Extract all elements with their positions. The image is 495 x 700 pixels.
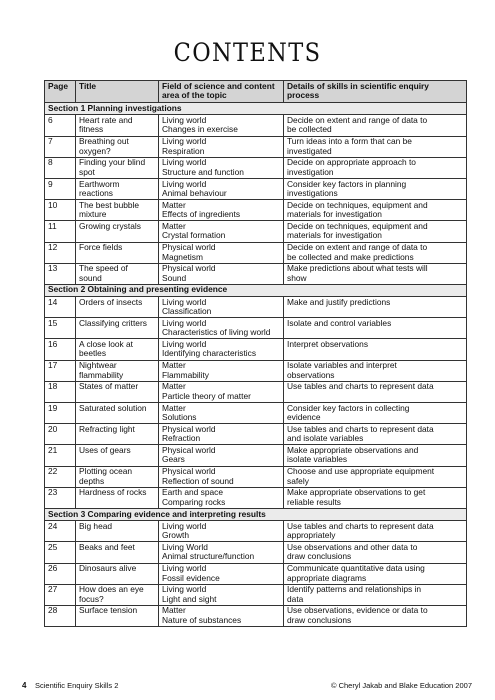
cell-line: Use tables and charts to represent data xyxy=(287,423,434,434)
cell-page: 8 xyxy=(45,157,76,178)
table-row xyxy=(45,339,467,360)
cell-page: 13 xyxy=(45,263,76,284)
cell-title xyxy=(76,542,159,563)
cell-title xyxy=(76,381,159,402)
footer-copyright: © Cheryl Jakab and Blake Education 2007 xyxy=(330,681,472,690)
cell-details xyxy=(284,584,467,605)
table-row xyxy=(45,424,467,445)
cell-page: 11 xyxy=(45,221,76,242)
cell-page: 17 xyxy=(45,360,76,381)
cell-line: Sound xyxy=(162,272,187,283)
cell-line: Uses of gears xyxy=(79,444,131,455)
cell-field xyxy=(159,115,284,136)
cell-line: Interpret observations xyxy=(287,339,369,350)
table-row xyxy=(45,221,467,242)
cell-line: Solutions xyxy=(162,412,197,422)
table-row xyxy=(45,466,467,487)
cell-details xyxy=(284,242,467,263)
header-title: Title xyxy=(76,81,159,103)
cell-line: Make and justify predictions xyxy=(287,296,391,307)
cell-line: Finding your blind xyxy=(79,157,146,168)
cell-line: Plotting ocean xyxy=(79,466,133,477)
cell-line: show xyxy=(287,272,307,283)
cell-line: oxygen? xyxy=(79,145,111,156)
cell-line: Flammability xyxy=(162,369,209,380)
cell-field xyxy=(159,157,284,178)
table-row xyxy=(45,542,467,563)
cell-line: Living world xyxy=(162,317,207,328)
cell-details xyxy=(284,521,467,542)
cell-line: Matter xyxy=(162,199,186,210)
cell-line: Growth xyxy=(162,530,189,541)
cell-page: 15 xyxy=(45,318,76,339)
cell-line: Growing crystals xyxy=(79,220,141,231)
cell-line: How does an eye xyxy=(79,584,144,595)
footer-book-title: Scientific Enquiry Skills 2 xyxy=(35,681,119,690)
table-row xyxy=(45,487,467,508)
cell-title xyxy=(76,221,159,242)
cell-title xyxy=(76,487,159,508)
cell-field xyxy=(159,178,284,199)
cell-line: and isolate variables xyxy=(287,433,364,444)
cell-line: Heart rate and xyxy=(79,114,133,125)
cell-details xyxy=(284,466,467,487)
cell-line: depths xyxy=(79,475,105,486)
cell-field xyxy=(159,136,284,157)
table-row xyxy=(45,115,467,136)
cell-line: Changes in exercise xyxy=(162,124,238,135)
cell-line: Orders of insects xyxy=(79,296,143,307)
table-row xyxy=(45,136,467,157)
cell-line: Matter xyxy=(162,220,186,231)
cell-line: Living world xyxy=(162,296,207,307)
cell-line: materials for investigation xyxy=(287,230,382,241)
cell-line: Decide on appropriate approach to xyxy=(287,157,416,168)
table-row xyxy=(45,563,467,584)
cell-details xyxy=(284,563,467,584)
cell-line: spot xyxy=(79,166,95,177)
cell-title xyxy=(76,403,159,424)
cell-field xyxy=(159,424,284,445)
cell-line: Magnetism xyxy=(162,251,203,262)
cell-page: 14 xyxy=(45,297,76,318)
section-heading-row xyxy=(45,508,467,520)
cell-title xyxy=(76,339,159,360)
cell-details xyxy=(284,424,467,445)
cell-title xyxy=(76,466,159,487)
table-row xyxy=(45,521,467,542)
cell-line: Living world xyxy=(162,136,207,147)
cell-line: Animal behaviour xyxy=(162,187,227,198)
cell-line: Light and sight xyxy=(162,593,217,604)
cell-line: Effects of ingredients xyxy=(162,209,241,220)
cell-line: Identify patterns and relationships in xyxy=(287,584,422,595)
cell-line: Use tables and charts to represent data xyxy=(287,520,434,531)
table-row xyxy=(45,200,467,221)
table-body xyxy=(45,103,467,627)
cell-line: Choose and use appropriate equipment xyxy=(287,466,435,477)
cell-title xyxy=(76,563,159,584)
cell-details xyxy=(284,157,467,178)
cell-line: Use observations, evidence or data to xyxy=(287,605,428,616)
cell-line: States of matter xyxy=(79,381,139,392)
cell-details xyxy=(284,297,467,318)
cell-line: Matter xyxy=(162,402,186,413)
cell-line: Isolate and control variables xyxy=(287,317,392,328)
cell-line: reactions xyxy=(79,187,113,198)
cell-details xyxy=(284,178,467,199)
cell-title xyxy=(76,318,159,339)
cell-line: Living world xyxy=(162,157,207,168)
cell-title xyxy=(76,297,159,318)
cell-line: Nightwear xyxy=(79,360,117,371)
cell-line: Living world xyxy=(162,339,207,350)
cell-details xyxy=(284,542,467,563)
cell-line: investigations xyxy=(287,187,338,198)
cell-line: isolate variables xyxy=(287,454,348,465)
contents-table xyxy=(44,80,467,627)
cell-line: Earth and space xyxy=(162,487,223,498)
cell-line: draw conclusions xyxy=(287,614,352,625)
cell-line: Dinosaurs alive xyxy=(79,563,137,574)
cell-field xyxy=(159,339,284,360)
cell-page: 16 xyxy=(45,339,76,360)
cell-line: Refracting light xyxy=(79,423,135,434)
cell-line: Matter xyxy=(162,381,186,392)
cell-title xyxy=(76,584,159,605)
cell-line: mixture xyxy=(79,209,107,220)
cell-line: Consider key factors in collecting xyxy=(287,402,410,413)
cell-line: Living world xyxy=(162,178,207,189)
section-heading-row xyxy=(45,103,467,115)
cell-details xyxy=(284,318,467,339)
cell-line: Respiration xyxy=(162,145,205,156)
cell-line: Decide on techniques, equipment and xyxy=(287,199,428,210)
cell-line: Consider key factors in planning xyxy=(287,178,407,189)
cell-line: Breathing out xyxy=(79,136,129,147)
cell-line: focus? xyxy=(79,593,104,604)
cell-field xyxy=(159,403,284,424)
cell-line: Classification xyxy=(162,306,212,317)
table-row xyxy=(45,584,467,605)
cell-line: Decide on techniques, equipment and xyxy=(287,220,428,231)
section-heading-row xyxy=(45,284,467,296)
table-row xyxy=(45,360,467,381)
cell-line: be collected and make predictions xyxy=(287,251,414,262)
cell-line: sound xyxy=(79,272,102,283)
cell-title xyxy=(76,445,159,466)
cell-line: Communicate quantitative data using xyxy=(287,563,425,574)
cell-details xyxy=(284,487,467,508)
cell-details xyxy=(284,263,467,284)
cell-line: Earthworm xyxy=(79,178,120,189)
cell-line: Crystal formation xyxy=(162,230,226,241)
cell-page: 19 xyxy=(45,403,76,424)
cell-page: 25 xyxy=(45,542,76,563)
cell-line: safely xyxy=(287,475,309,486)
cell-line: beetles xyxy=(79,348,107,359)
header-field: Field of science and content area of the topic xyxy=(159,81,284,103)
section-heading: Section 1 Planning investigations xyxy=(45,103,467,115)
cell-field xyxy=(159,445,284,466)
cell-title xyxy=(76,263,159,284)
section-heading: Section 3 Comparing evidence and interpreting results xyxy=(45,508,467,520)
cell-line: Living World xyxy=(162,541,208,552)
cell-line: Characteristics of living world xyxy=(162,327,271,338)
cell-line: Force fields xyxy=(79,242,123,253)
cell-line: Hardness of rocks xyxy=(79,487,147,498)
table-row xyxy=(45,297,467,318)
section-heading: Section 2 Obtaining and presenting evidence xyxy=(45,284,467,296)
cell-line: Decide on extent and range of data to xyxy=(287,114,428,125)
table-row xyxy=(45,242,467,263)
cell-line: Surface tension xyxy=(79,605,138,616)
cell-field xyxy=(159,297,284,318)
header-row xyxy=(45,81,467,103)
cell-line: Beaks and feet xyxy=(79,541,135,552)
cell-page: 18 xyxy=(45,381,76,402)
cell-field xyxy=(159,487,284,508)
cell-line: Nature of substances xyxy=(162,614,242,625)
cell-details xyxy=(284,605,467,626)
table-row xyxy=(45,157,467,178)
table-row xyxy=(45,381,467,402)
cell-line: The speed of xyxy=(79,263,128,274)
cell-title xyxy=(76,242,159,263)
table-row xyxy=(45,445,467,466)
cell-line: Physical world xyxy=(162,423,216,434)
cell-details xyxy=(284,403,467,424)
cell-line: Physical world xyxy=(162,444,216,455)
cell-field xyxy=(159,521,284,542)
cell-line: Living world xyxy=(162,563,207,574)
cell-details xyxy=(284,381,467,402)
cell-line: Matter xyxy=(162,605,186,616)
cell-line: reliable results xyxy=(287,496,341,507)
cell-details xyxy=(284,339,467,360)
cell-line: Use tables and charts to represent data xyxy=(287,381,434,392)
cell-line: flammability xyxy=(79,369,124,380)
cell-line: Physical world xyxy=(162,242,216,253)
cell-details xyxy=(284,445,467,466)
cell-field xyxy=(159,318,284,339)
cell-line: evidence xyxy=(287,412,321,422)
cell-line: Living world xyxy=(162,520,207,531)
table-row xyxy=(45,605,467,626)
cell-line: Saturated solution xyxy=(79,402,147,413)
cell-field xyxy=(159,466,284,487)
cell-line: Structure and function xyxy=(162,166,244,177)
cell-title xyxy=(76,115,159,136)
cell-page: 26 xyxy=(45,563,76,584)
cell-field xyxy=(159,542,284,563)
cell-page: 28 xyxy=(45,605,76,626)
cell-line: Classifying critters xyxy=(79,317,147,328)
cell-field xyxy=(159,360,284,381)
cell-page: 20 xyxy=(45,424,76,445)
cell-line: materials for investigation xyxy=(287,209,382,220)
cell-field xyxy=(159,381,284,402)
cell-page: 10 xyxy=(45,200,76,221)
header-details: Details of skills in scientific enquiry process xyxy=(284,81,467,103)
cell-line: Comparing rocks xyxy=(162,496,226,507)
cell-page: 27 xyxy=(45,584,76,605)
cell-title xyxy=(76,521,159,542)
cell-field xyxy=(159,563,284,584)
cell-line: Animal structure/function xyxy=(162,551,255,562)
cell-line: Refraction xyxy=(162,433,201,444)
cell-page: 7 xyxy=(45,136,76,157)
cell-line: appropriate diagrams xyxy=(287,572,367,583)
footer-page-number: 4 xyxy=(22,681,27,690)
cell-details xyxy=(284,115,467,136)
cell-page: 9 xyxy=(45,178,76,199)
cell-page: 23 xyxy=(45,487,76,508)
cell-details xyxy=(284,136,467,157)
cell-line: appropriately xyxy=(287,530,336,541)
cell-title xyxy=(76,605,159,626)
cell-line: Big head xyxy=(79,520,113,531)
cell-page: 6 xyxy=(45,115,76,136)
table-row xyxy=(45,263,467,284)
cell-title xyxy=(76,136,159,157)
cell-line: Make predictions about what tests will xyxy=(287,263,428,274)
cell-line: Physical world xyxy=(162,466,216,477)
cell-page: 12 xyxy=(45,242,76,263)
cell-line: be collected xyxy=(287,124,332,135)
cell-field xyxy=(159,584,284,605)
cell-line: Fossil evidence xyxy=(162,572,220,583)
cell-title xyxy=(76,157,159,178)
cell-line: A close look at xyxy=(79,339,134,350)
cell-line: Decide on extent and range of data to xyxy=(287,242,428,253)
cell-line: Make appropriate observations and xyxy=(287,444,419,455)
header-page: Page xyxy=(45,81,76,103)
cell-line: fitness xyxy=(79,124,104,135)
cell-line: Living world xyxy=(162,114,207,125)
table-row xyxy=(45,403,467,424)
cell-line: Reflection of sound xyxy=(162,475,234,486)
cell-field xyxy=(159,605,284,626)
cell-field xyxy=(159,200,284,221)
cell-line: Physical world xyxy=(162,263,216,274)
cell-field xyxy=(159,221,284,242)
cell-field xyxy=(159,242,284,263)
cell-line: The best bubble xyxy=(79,199,140,210)
cell-line: draw conclusions xyxy=(287,551,352,562)
cell-title xyxy=(76,200,159,221)
cell-line: Use observations and other data to xyxy=(287,541,418,552)
table-row xyxy=(45,178,467,199)
cell-page: 24 xyxy=(45,521,76,542)
cell-line: Turn ideas into a form that can be xyxy=(287,136,412,147)
cell-details xyxy=(284,221,467,242)
cell-title xyxy=(76,424,159,445)
cell-line: Particle theory of matter xyxy=(162,390,251,401)
cell-title xyxy=(76,360,159,381)
page-title: CONTENTS xyxy=(173,38,322,67)
cell-title xyxy=(76,178,159,199)
cell-field xyxy=(159,263,284,284)
cell-page: 21 xyxy=(45,445,76,466)
cell-line: observations xyxy=(287,369,335,380)
cell-line: Matter xyxy=(162,360,186,371)
cell-details xyxy=(284,200,467,221)
cell-line: data xyxy=(287,593,304,604)
cell-line: investigation xyxy=(287,166,334,177)
cell-line: Isolate variables and interpret xyxy=(287,360,397,371)
cell-line: investigated xyxy=(287,145,332,156)
cell-line: Gears xyxy=(162,454,185,465)
cell-line: Identifying characteristics xyxy=(162,348,257,359)
cell-line: Living world xyxy=(162,584,207,595)
cell-line: Make appropriate observations to get xyxy=(287,487,426,498)
cell-page: 22 xyxy=(45,466,76,487)
table-row xyxy=(45,318,467,339)
cell-details xyxy=(284,360,467,381)
